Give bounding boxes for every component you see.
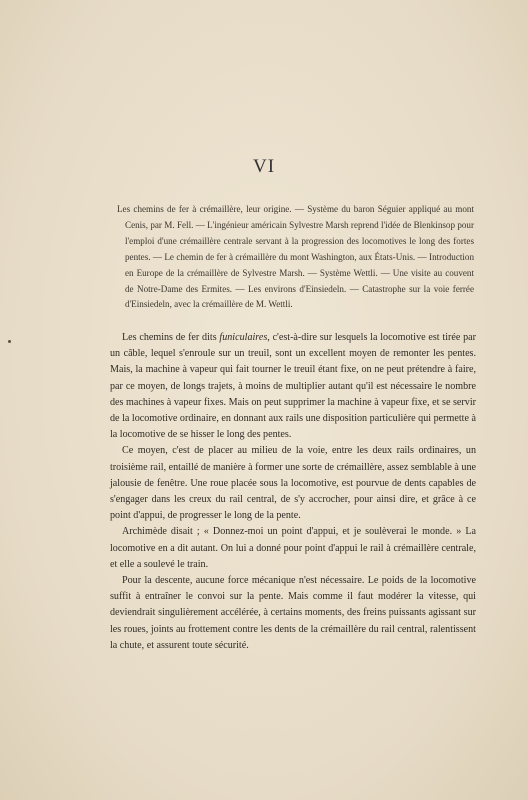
paragraph-1: [110, 330, 476, 443]
paragraph-2: Ce moyen, c'est de placer au milieu de la voie, entre les deux rails ordinaires, un troisième rail, entaillé de manière à former une sorte de crémaillère, assez semblable à une jalousie de fenêtre. Une roue placée sous la locomotive, est pourvue de dents capables de s'engager dans les creux du rail central, de s'y accrocher, pour ainsi dire, et grâce à ce point d'appui, de progresser le long de la pente.: [110, 445, 476, 522]
chapter-body: [110, 330, 476, 654]
paragraph-4: Pour la descente, aucune force mécanique n'est nécessaire. Le poids de la locomotive suffit à entraîner le convoi sur la pente. Mais comme il faut modérer la vitesse, qui deviendrait singulièrement accélérée, à certains moments, des freins puissants agissant sur les roues, joints au frottement contre les dents de la crémaillère du rail central, ralentissent la chute, et assurent toute sécurité.: [110, 575, 476, 651]
paragraph-3: Archimède disait ; « Donnez-moi un point d'appui, et je soulèverai le monde. » La locomotive en a dit autant. On lui a donné pour point d'appui le rail à crémaillère centrale, et elle a soulevé le train.: [110, 526, 476, 570]
paragraph-1-start: Les chemins de fer dits: [122, 332, 220, 343]
ink-dot: [8, 340, 11, 343]
paragraph-1-rest: , c'est-à-dire sur lesquels la locomotive est tirée par un câble, lequel s'enroule sur un treuil, sont un excellent moyen de remonter les pentes. Mais, la machine à vapeur qui fait tourner le treuil étant fixe, on ne peut prétendre à faire, par ce moyen, de longs trajets, à moins de multiplier autant qu'il est nécessaire le nombre des machines à vapeur fixes. Mais on peut supprimer la machine à vapeur fixe, et se servir de la locomotive ordinaire, en donnant aux rails une disposition particulière qui permette à la locomotive de se hisser le long des pentes.: [110, 332, 476, 441]
paragraph-1-italic-term: funiculaires: [219, 332, 268, 343]
chapter-summary: Les chemins de fer à crémaillère, leur origine. — Système du baron Séguier appliqué au mont Cenis, par M. Fell. — L'ingénieur américain Sylvestre Marsh reprend l'idée de Blenkinsop pour l'emploi d'une crémaillère centrale servant à la progression des locomotives le long des fortes pentes. — Le chemin de fer à crémaillère du mont Washington, aux États-Unis. — Introduction en Europe de la crémaillère de Sylvestre Marsh. — Système Wettli. — Une visite au couvent de Notre-Dame des Ermites. — Les environs d'Einsiedeln. — Catastrophe sur la voie ferrée d'Einsiedeln, avec la crémaillère de M. Wettli.: [117, 204, 474, 310]
chapter-number: VI: [252, 156, 276, 177]
